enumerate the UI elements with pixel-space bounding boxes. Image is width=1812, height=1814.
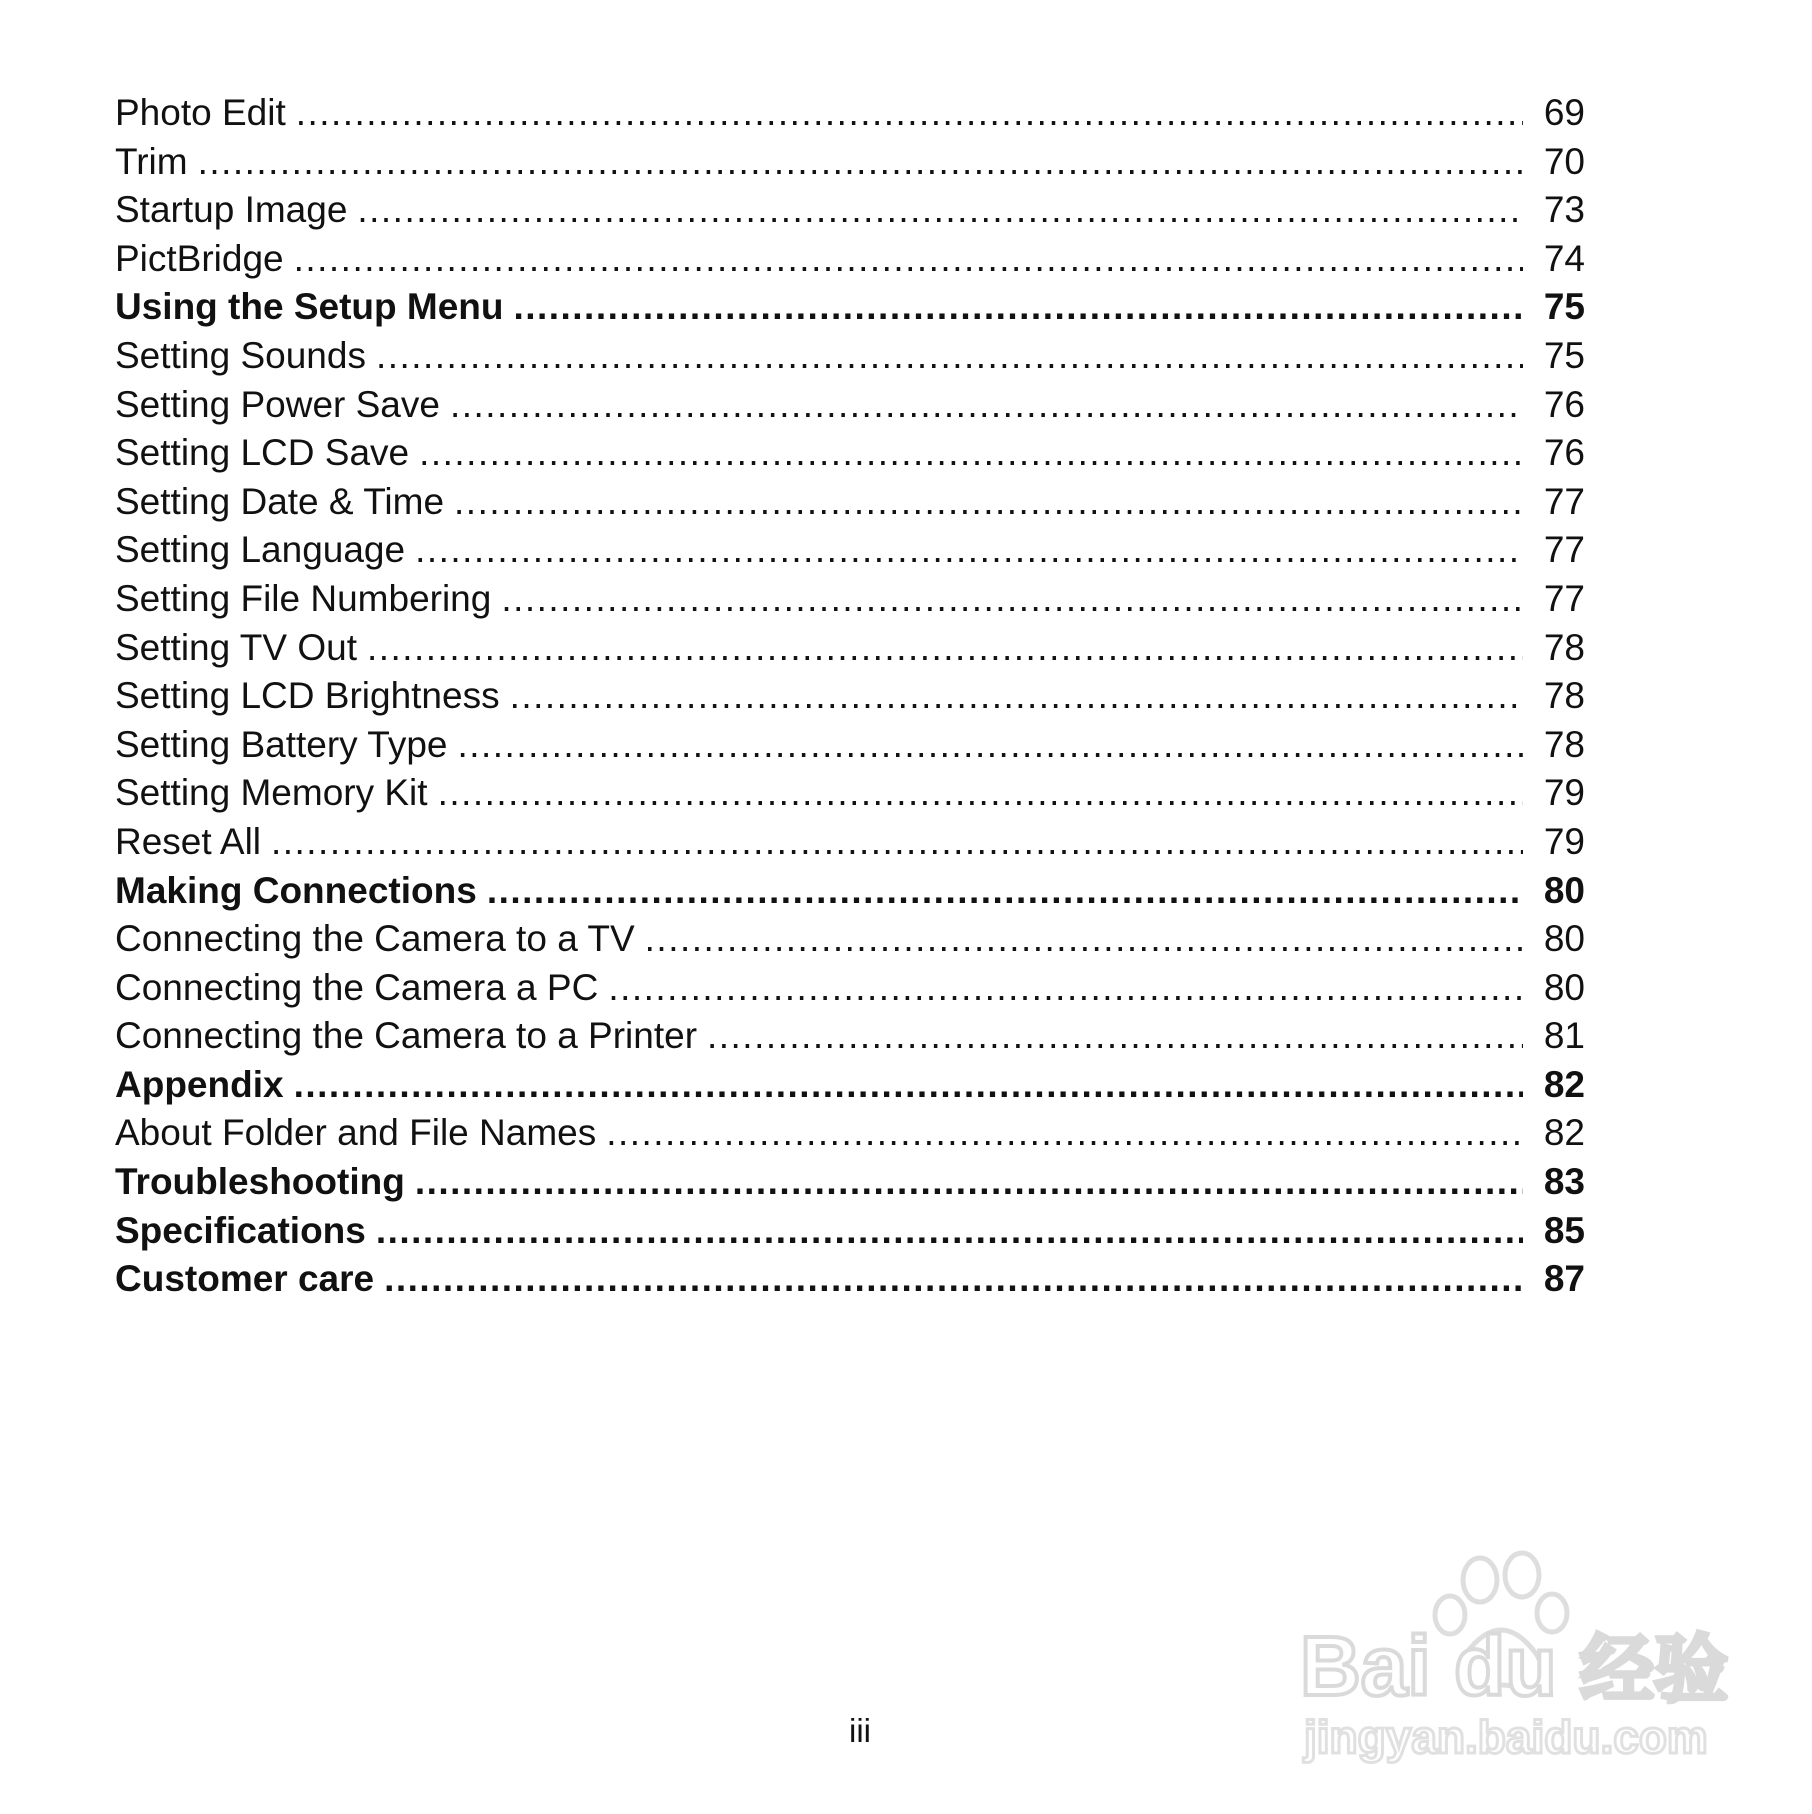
toc-entry-label: Setting Memory Kit <box>115 772 428 814</box>
toc-dot-leader <box>415 526 1523 575</box>
watermark-url-text: jingyan.baidu.com <box>1304 1711 1708 1763</box>
toc-entry-label: Trim <box>115 140 188 182</box>
toc-entry <box>115 818 1585 867</box>
toc-entry <box>115 526 1585 575</box>
toc-entry <box>115 1207 1585 1256</box>
toc-dot-leader <box>296 89 1523 138</box>
toc-dot-leader <box>271 818 1523 867</box>
toc-entry <box>115 283 1585 332</box>
toc-dot-leader <box>367 624 1523 673</box>
toc-entry-page: 80 <box>1543 869 1585 911</box>
toc-dot-leader <box>645 915 1523 964</box>
toc-entry <box>115 332 1585 381</box>
toc-entry-label: Connecting the Camera a PC <box>115 966 599 1008</box>
toc-entry-page: 75 <box>1543 334 1585 376</box>
toc-entry-page: 78 <box>1543 626 1585 668</box>
toc-dot-leader <box>501 575 1523 624</box>
toc-entry <box>115 138 1585 187</box>
toc-dot-leader <box>419 429 1523 478</box>
toc-entry-page: 73 <box>1543 189 1585 231</box>
table-of-contents <box>115 89 1585 1304</box>
toc-entry-label: Reset All <box>115 820 262 862</box>
toc-entry-label: Setting LCD Brightness <box>115 675 500 717</box>
toc-entry-page: 79 <box>1543 772 1585 814</box>
toc-entry <box>115 1061 1585 1110</box>
toc-entry-label: Setting TV Out <box>115 626 357 668</box>
toc-entry-label: PictBridge <box>115 237 284 279</box>
toc-dot-leader <box>707 1012 1523 1061</box>
toc-entry-page: 74 <box>1543 237 1585 279</box>
toc-dot-leader <box>458 721 1523 770</box>
toc-entry <box>115 1255 1585 1304</box>
toc-entry-page: 77 <box>1543 577 1585 619</box>
toc-entry-page: 70 <box>1543 140 1585 182</box>
toc-entry-label: Photo Edit <box>115 92 286 133</box>
toc-entry <box>115 575 1585 624</box>
toc-entry-label: Setting Date & Time <box>115 480 445 522</box>
toc-entry-page: 78 <box>1543 675 1585 717</box>
toc-entry-label: Setting Language <box>115 529 406 571</box>
toc-entry-label: About Folder and File Names <box>115 1112 597 1154</box>
toc-entry-label: Setting Sounds <box>115 334 366 376</box>
toc-entry-label: Setting Power Save <box>115 383 440 425</box>
toc-entry-page: 81 <box>1543 1015 1585 1057</box>
toc-entry-label: Making Connections <box>115 869 477 911</box>
toc-entry-label: Startup Image <box>115 189 348 231</box>
toc-entry-label: Connecting the Camera to a Printer <box>115 1015 698 1057</box>
toc-entry-label: Using the Setup Menu <box>115 286 504 328</box>
toc-entry-page: 69 <box>1543 92 1585 133</box>
toc-dot-leader <box>438 769 1523 818</box>
toc-entry <box>115 672 1585 721</box>
toc-entry-page: 82 <box>1543 1112 1585 1154</box>
toc-entry-page: 87 <box>1543 1258 1585 1300</box>
toc-entry <box>115 89 1585 138</box>
toc-entry <box>115 867 1585 916</box>
toc-entry <box>115 381 1585 430</box>
toc-dot-leader <box>415 1158 1523 1207</box>
toc-entry <box>115 429 1585 478</box>
toc-dot-leader <box>294 1061 1523 1110</box>
toc-entry-page: 85 <box>1543 1209 1585 1251</box>
toc-entry-label: Troubleshooting <box>115 1161 405 1203</box>
toc-entry <box>115 721 1585 770</box>
toc-entry-page: 80 <box>1543 966 1585 1008</box>
toc-entry <box>115 235 1585 284</box>
page-number: iii <box>849 1712 871 1749</box>
toc-entry-label: Setting Battery Type <box>115 723 448 765</box>
toc-dot-leader <box>454 478 1523 527</box>
toc-entry <box>115 1012 1585 1061</box>
toc-entry-page: 83 <box>1543 1161 1585 1203</box>
toc-entry-page: 75 <box>1543 286 1585 328</box>
toc-entry-label: Customer care <box>115 1258 375 1300</box>
baidu-watermark-logo <box>1290 1545 1730 1765</box>
toc-entry-page: 79 <box>1543 820 1585 862</box>
toc-entry-page: 76 <box>1543 432 1585 474</box>
svg-text:经验: 经验 <box>1580 1627 1728 1713</box>
toc-dot-leader <box>384 1255 1523 1304</box>
toc-dot-leader <box>487 867 1523 916</box>
toc-entry <box>115 769 1585 818</box>
toc-entry-label: Connecting the Camera to a TV <box>115 918 635 960</box>
toc-entry-page: 77 <box>1543 480 1585 522</box>
toc-dot-leader <box>450 381 1523 430</box>
toc-dot-leader <box>376 332 1523 381</box>
toc-entry-label: Setting File Numbering <box>115 577 492 619</box>
watermark-brand-text: Bai du <box>1300 1619 1557 1713</box>
toc-entry <box>115 186 1585 235</box>
toc-entry-label: Setting LCD Save <box>115 432 410 474</box>
toc-dot-leader <box>606 1109 1523 1158</box>
toc-entry <box>115 1158 1585 1207</box>
toc-dot-leader <box>608 964 1523 1013</box>
toc-entry-page: 78 <box>1543 723 1585 765</box>
toc-dot-leader <box>514 283 1524 332</box>
toc-entry <box>115 915 1585 964</box>
toc-entry <box>115 1109 1585 1158</box>
toc-dot-leader <box>294 235 1523 284</box>
toc-entry-label: Specifications <box>115 1209 366 1251</box>
toc-entry <box>115 964 1585 1013</box>
toc-dot-leader <box>357 186 1523 235</box>
toc-entry-page: 76 <box>1543 383 1585 425</box>
toc-dot-leader <box>510 672 1523 721</box>
toc-entry-label: Appendix <box>115 1063 284 1105</box>
toc-dot-leader <box>198 138 1523 187</box>
toc-entry <box>115 624 1585 673</box>
toc-entry <box>115 478 1585 527</box>
toc-entry-page: 80 <box>1543 918 1585 960</box>
toc-dot-leader <box>376 1207 1523 1256</box>
toc-entry-page: 82 <box>1543 1063 1585 1105</box>
toc-entry-page: 77 <box>1543 529 1585 571</box>
